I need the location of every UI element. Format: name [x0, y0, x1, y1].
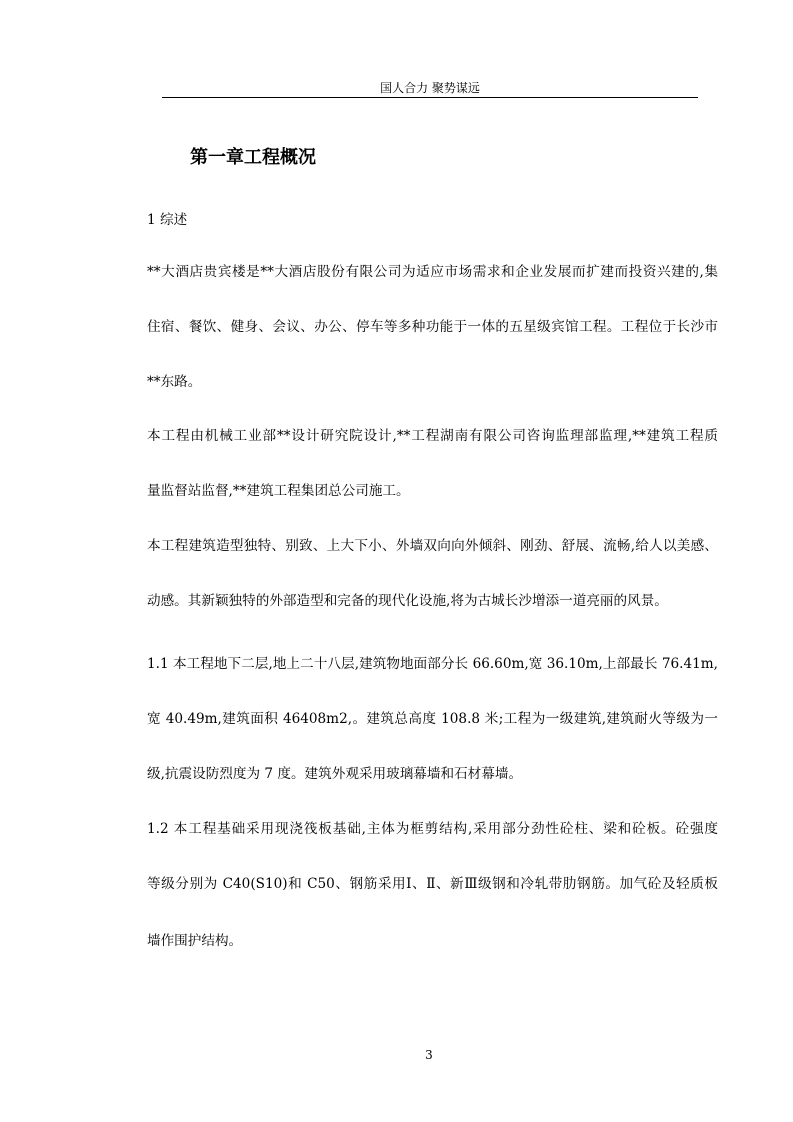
paragraph-line: 等级分别为 C40(S10)和 C50、钢筋采用Ⅰ、Ⅱ、新Ⅲ级钢和冷轧带肋钢筋。加气砼及轻质板 [147, 876, 718, 892]
paragraph-line: 宽 40.49m,建筑面积 46408m2,。建筑总高度 108.8 米;工程为一级建筑,建筑耐火等级为一 [147, 711, 718, 727]
paragraph-line: 级,抗震设防烈度为 7 度。建筑外观采用玻璃幕墙和石材幕墙。 [147, 766, 523, 782]
paragraph-line: 1.2 本工程基础采用现浇筏板基础,主体为框剪结构,采用部分劲性砼柱、梁和砼板。砼强度 [147, 821, 718, 837]
page-header: 国人合力 聚势谋远 [380, 81, 480, 95]
header-rule [162, 97, 698, 98]
page-number: 3 [425, 1048, 433, 1062]
paragraph-line: 住宿、餐饮、健身、会议、办公、停车等多种功能于一体的五星级宾馆工程。工程位于长沙市 [147, 319, 718, 335]
paragraph-line: **大酒店贵宾楼是**大酒店股份有限公司为适应市场需求和企业发展而扩建而投资兴建的,集 [147, 264, 718, 280]
chapter-title: 第一章工程概况 [190, 147, 316, 168]
paragraph-line: **东路。 [147, 374, 202, 390]
section-heading: 1 综述 [147, 212, 188, 228]
paragraph-line: 动感。其新颖独特的外部造型和完备的现代化设施,将为古城长沙增添一道亮丽的风景。 [147, 593, 668, 609]
paragraph-line: 本工程由机械工业部**设计研究院设计,**工程湖南有限公司咨询监理部监理,**建筑工程质 [147, 428, 718, 444]
paragraph-line: 量监督站监督,**建筑工程集团总公司施工。 [147, 483, 410, 499]
paragraph-line: 墙作围护结构。 [147, 933, 243, 949]
paragraph-line: 本工程建筑造型独特、别致、上大下小、外墙双向向外倾斜、刚劲、舒展、流畅,给人以美感、 [147, 538, 718, 554]
paragraph-line: 1.1 本工程地下二层,地上二十八层,建筑物地面部分长 66.60m,宽 36.10m,上部最长 76.41m, [147, 656, 718, 672]
